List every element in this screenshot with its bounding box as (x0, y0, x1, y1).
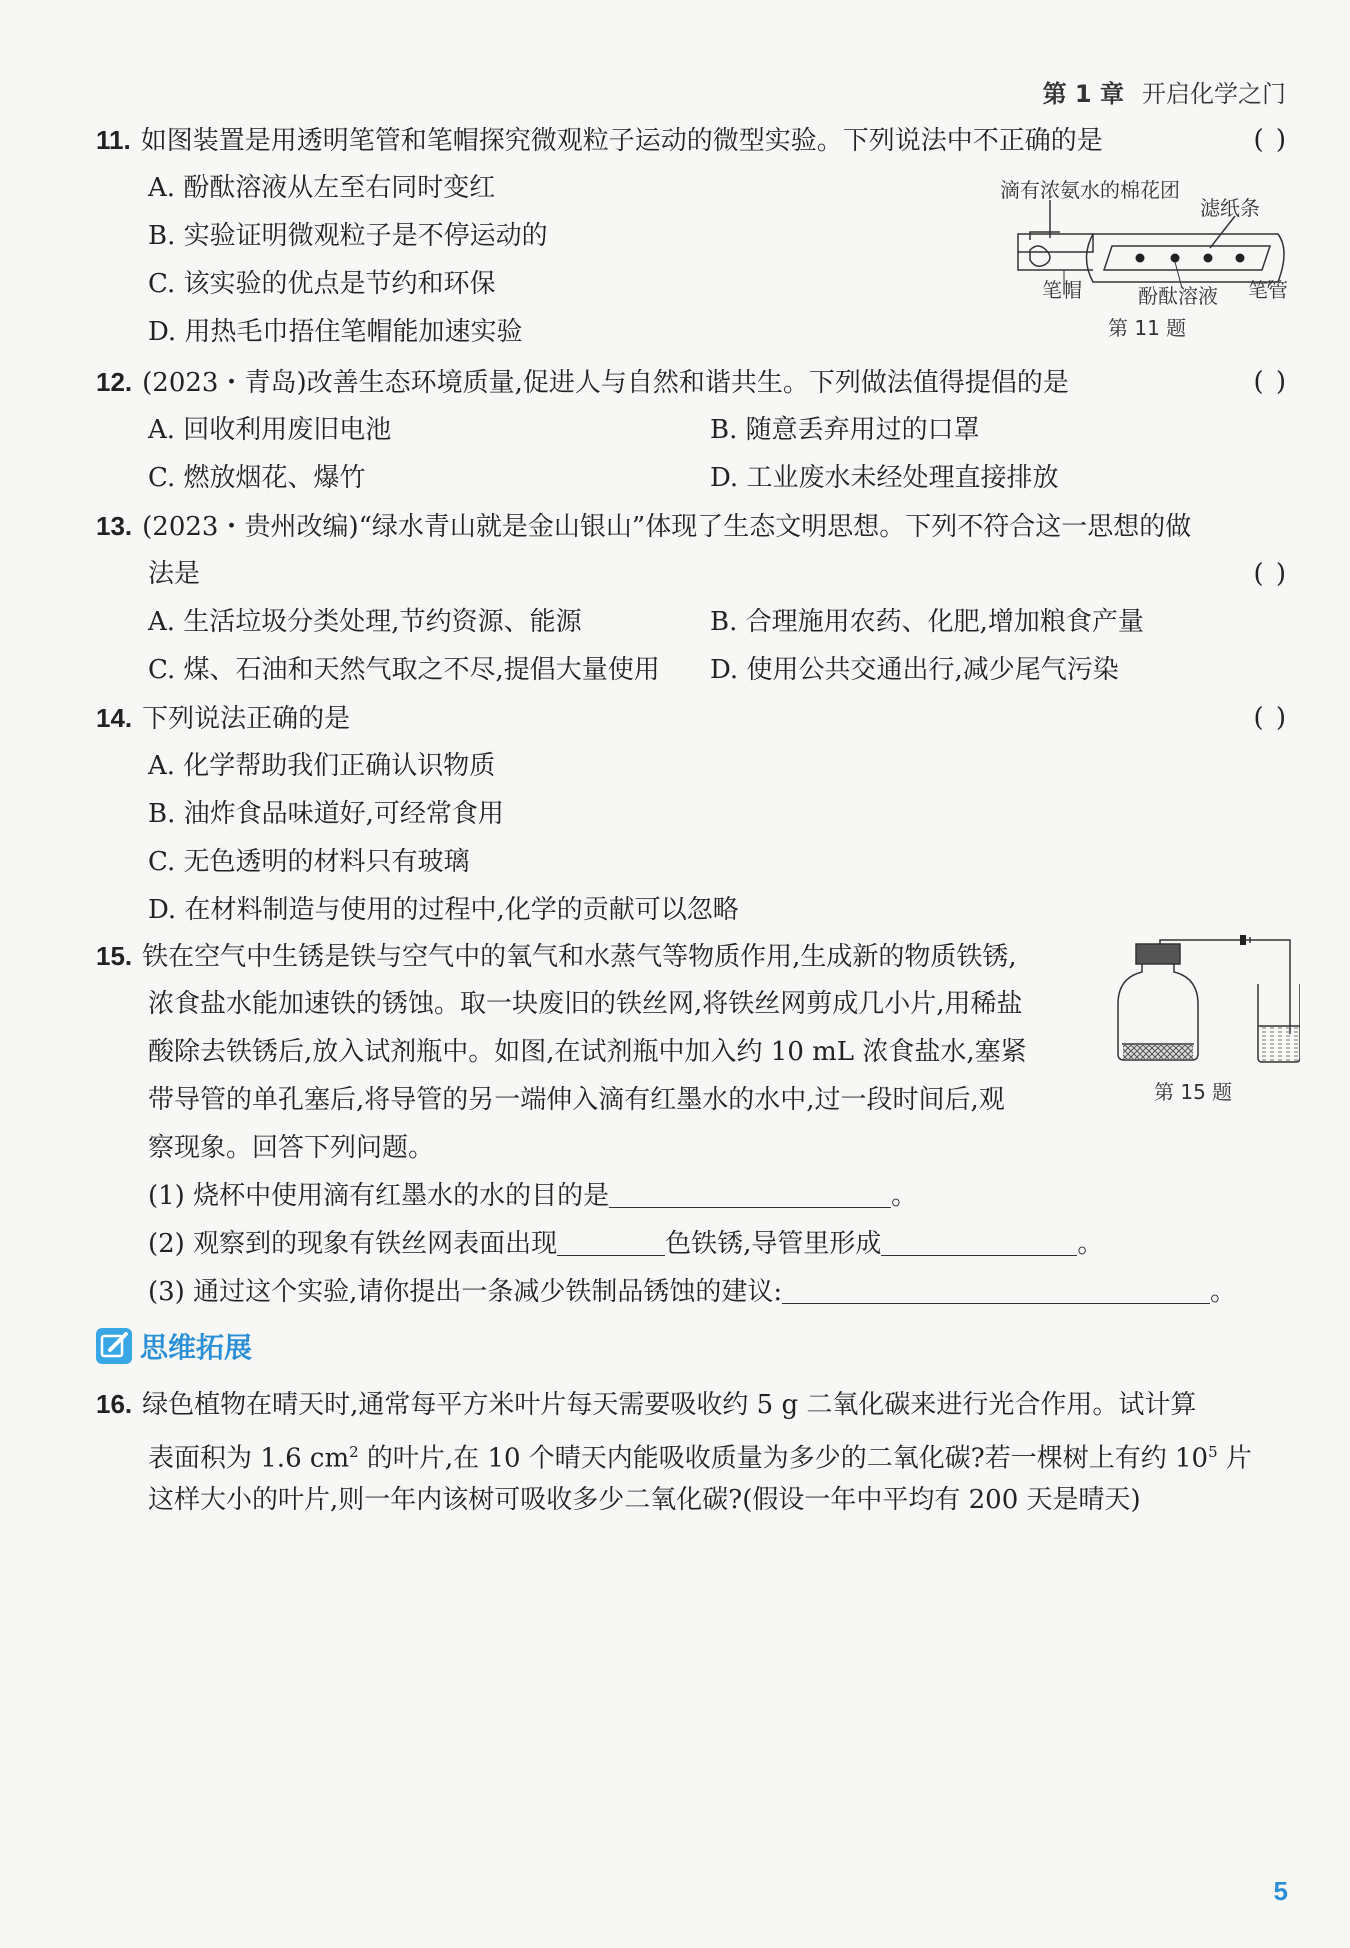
option-c: C. 燃放烟花、爆竹 (148, 463, 366, 493)
question-text-line: 察现象。回答下列问题。 (148, 1133, 435, 1163)
label-phenolphthalein: 酚酞溶液 (1138, 284, 1218, 308)
option-d: D. 工业废水未经处理直接排放 (710, 463, 1059, 493)
figure-11 (1000, 170, 1300, 340)
figure-15 (1110, 934, 1300, 1104)
text-fragment: 片 (1217, 1443, 1252, 1474)
sub-question-text: (2) 观察到的现象有铁丝网表面出现 (148, 1229, 558, 1259)
question-16 (96, 1380, 1288, 1524)
question-number: 15. (96, 941, 133, 971)
question-13 (96, 502, 1288, 694)
question-text-line (96, 1428, 1288, 1476)
pencil-note-icon (96, 1328, 132, 1364)
question-14 (96, 694, 1288, 934)
option-b: B. 随意丢弃用过的口罩 (710, 415, 980, 445)
question-text-line: 铁在空气中生锈是铁与空气中的氧气和水蒸气等物质作用,生成新的物质铁锈, (142, 942, 1017, 972)
question-12 (96, 358, 1288, 502)
running-header (1043, 74, 1286, 109)
question-stem: (2023・贵州改编)“绿水青山就是金山银山”体现了生态文明思想。下列不符合这一思想的做 (142, 512, 1192, 542)
option-b: B. 油炸食品味道好,可经常食用 (148, 799, 504, 829)
option-c: C. 煤、石油和天然气取之不尽,提倡大量使用 (148, 655, 660, 685)
question-text-line: 酸除去铁锈后,放入试剂瓶中。如图,在试剂瓶中加入约 10 mL 浓食盐水,塞紧 (148, 1037, 1027, 1067)
label-cotton: 滴有浓氨水的棉花团 (1000, 178, 1180, 202)
option-b: B. 合理施用农药、化肥,增加粮食产量 (710, 607, 1144, 637)
text-fragment: 表面积为 1.6 cm (148, 1443, 350, 1474)
option-c: C. 无色透明的材料只有玻璃 (148, 847, 470, 877)
punctuation: 。 (891, 1181, 918, 1211)
sub-question-2 (96, 1220, 1288, 1268)
punctuation: 。 (1210, 1277, 1237, 1307)
question-text-line: 这样大小的叶片,则一年内该树可吸收多少二氧化碳?(假设一年中平均有 200 天是晴天) (148, 1485, 1141, 1515)
question-number: 16. (96, 1389, 133, 1419)
superscript: 5 (1208, 1443, 1218, 1461)
figure-caption: 第 15 题 (1154, 1080, 1233, 1104)
option-d: D. 使用公共交通出行,减少尾气污染 (710, 655, 1119, 685)
answer-bracket: ( ) (1253, 367, 1288, 397)
question-stem: 下列说法正确的是 (142, 704, 351, 734)
question-text-line: 带导管的单孔塞后,将导管的另一端伸入滴有红墨水的水中,过一段时间后,观 (148, 1085, 1005, 1115)
chapter-title: 开启化学之门 (1142, 80, 1286, 108)
option-a: A. 化学帮助我们正确认识物质 (148, 751, 496, 781)
sub-question-text: (3) 通过这个实验,请你提出一条减少铁制品锈蚀的建议: (148, 1277, 783, 1307)
punctuation: 。 (1077, 1229, 1104, 1259)
answer-bracket: ( ) (1253, 559, 1288, 589)
question-text-line: 绿色植物在晴天时,通常每平方米叶片每天需要吸收约 5 g 二氧化碳来进行光合作用。试计算 (142, 1390, 1197, 1420)
superscript: 2 (349, 1443, 359, 1461)
answer-blank-1[interactable] (609, 1177, 891, 1208)
section-heading (96, 1326, 252, 1366)
option-b: B. 实验证明微观粒子是不停运动的 (148, 221, 548, 251)
figure-caption: 第 11 题 (1108, 316, 1187, 340)
option-a: A. 回收利用废旧电池 (148, 415, 392, 445)
answer-blank-2a[interactable] (557, 1225, 665, 1256)
option-d: D. 用热毛巾捂住笔帽能加速实验 (148, 317, 523, 347)
question-number: 14. (96, 703, 133, 733)
label-filter-paper: 滤纸条 (1200, 196, 1260, 220)
text-fragment: 的叶片,在 10 个晴天内能吸收质量为多少的二氧化碳?若一棵树上有约 10 (358, 1443, 1209, 1474)
question-stem-continued: 法是 (148, 559, 201, 589)
option-c: C. 该实验的优点是节约和环保 (148, 269, 496, 299)
label-pen-cap: 笔帽 (1042, 278, 1082, 302)
question-stem: (2023・青岛)改善生态环境质量,促进人与自然和谐共生。下列做法值得提倡的是 (142, 368, 1069, 398)
chapter-number: 第 1 章 (1042, 80, 1124, 108)
question-number: 11. (96, 125, 131, 155)
bottle-beaker-diagram (1110, 934, 1300, 1074)
answer-bracket: ( ) (1253, 125, 1288, 155)
question-number: 12. (96, 367, 133, 397)
section-title: 思维拓展 (140, 1331, 253, 1364)
question-stem: 如图装置是用透明笔管和笔帽探究微观粒子运动的微型实验。下列说法中不正确的是 (140, 126, 1103, 156)
sub-question-text: 色铁锈,导管里形成 (665, 1229, 882, 1259)
label-pen-tube: 笔管 (1248, 278, 1288, 302)
answer-blank-3[interactable] (782, 1273, 1210, 1304)
answer-bracket: ( ) (1253, 703, 1288, 733)
question-number: 13. (96, 511, 133, 541)
sub-question-3 (96, 1268, 1288, 1316)
question-text-line: 浓食盐水能加速铁的锈蚀。取一块废旧的铁丝网,将铁丝网剪成几小片,用稀盐 (148, 989, 1023, 1019)
answer-blank-2b[interactable] (881, 1225, 1077, 1256)
page-number: 5 (1273, 1876, 1288, 1906)
option-a: A. 生活垃圾分类处理,节约资源、能源 (148, 607, 582, 637)
option-a: A. 酚酞溶液从左至右同时变红 (148, 173, 496, 203)
option-d: D. 在材料制造与使用的过程中,化学的贡献可以忽略 (148, 895, 739, 925)
sub-question-1 (96, 1172, 1288, 1220)
sub-question-text: (1) 烧杯中使用滴有红墨水的水的目的是 (148, 1181, 610, 1211)
